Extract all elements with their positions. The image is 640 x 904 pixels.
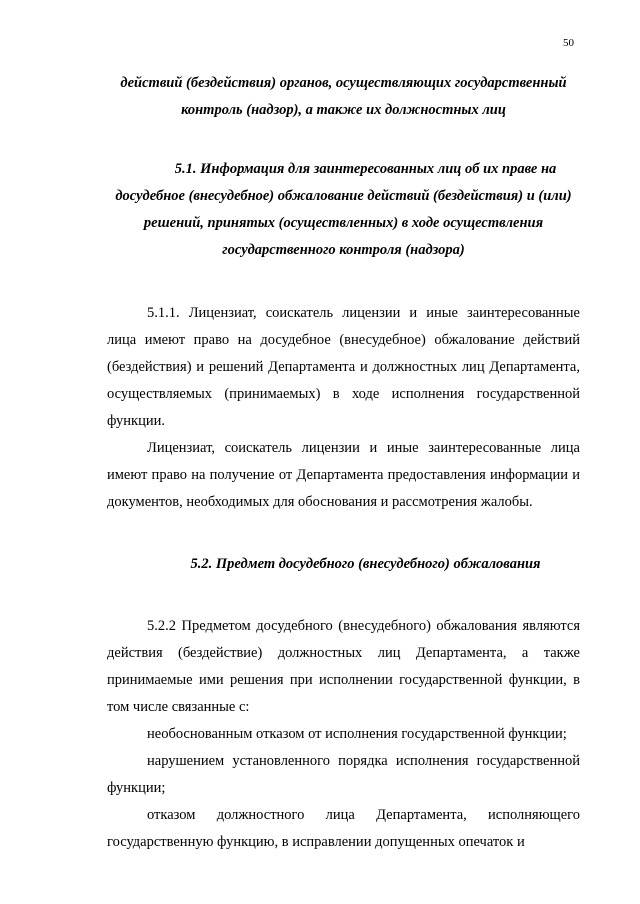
section-heading: действий (бездействия) органов, осуществляющих государственный контроль (надзор), а также их должностных лиц: [120, 75, 567, 118]
paragraph-5-1-1: 5.1.1. Лицензиат, соискатель лицензии и иные заинтересованные лица имеют право на досудебное (внесудебное) обжалование действий (бездействия) и решений Департамента и должностных лиц Департамента, осуществляемых (принимаемых) в ходе исполнения государственной функции.: [107, 305, 580, 429]
document-body: [107, 70, 580, 856]
paragraph-right-to-information: Лицензиат, соискатель лицензии и иные заинтересованные лица имеют право на получение от Департамента предоставления информации и документов, необходимых для обоснования и рассмотрения жалобы.: [107, 440, 580, 510]
subsection-heading-5-2: 5.2. Предмет досудебного (внесудебного) обжалования: [190, 556, 541, 572]
list-item-unjustified-refusal: необоснованным отказом от исполнения государственной функции;: [147, 726, 567, 742]
list-item-procedure-violation: нарушением установленного порядка исполнения государственной функции;: [107, 753, 580, 796]
page-number: 50: [563, 37, 574, 49]
subsection-heading-5-1: 5.1. Информация для заинтересованных лиц об их праве на досудебное (внесудебное) обжалование действий (бездействия) и (или) решений, принятых (осуществленных) в ходе осуществления государственного контроля (надзора): [115, 161, 572, 258]
paragraph-5-2-2: 5.2.2 Предметом досудебного (внесудебного) обжалования являются действия (бездействие) должностных лиц Департамента, а также принимаемые ими решения при исполнении государственной функции, в том числе связанные с:: [107, 618, 580, 715]
list-item-refusal-to-correct: отказом должностного лица Департамента, исполняющего государственную функцию, в исправлении допущенных опечаток и: [107, 807, 580, 850]
